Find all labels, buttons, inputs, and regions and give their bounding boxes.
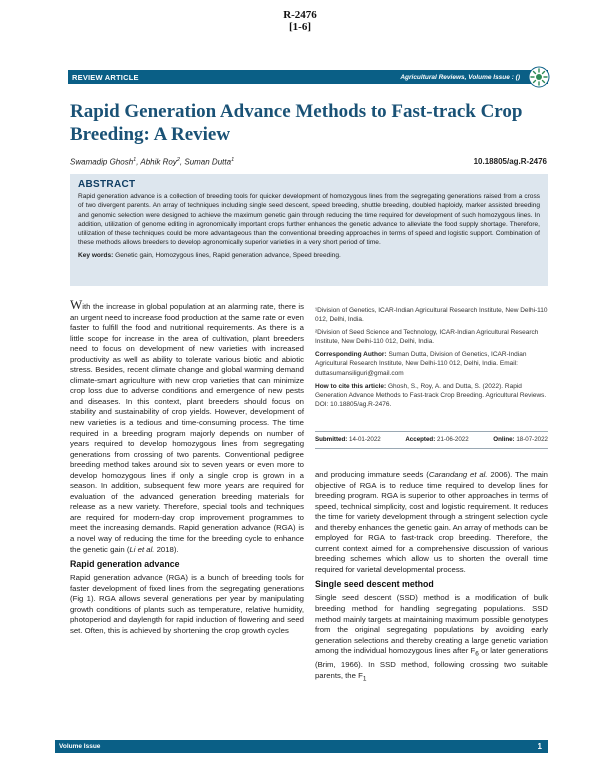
journal-logo-icon — [528, 66, 550, 88]
page-range: [1-6] — [289, 21, 311, 33]
article-type-band — [68, 70, 548, 84]
affiliation-2: ²Division of Seed Science and Technology, ICAR-Indian Agricultural Research Institute, New Delhi-110 012, Delhi, India. — [315, 329, 539, 346]
corresponding-author: Corresponding Author: Suman Dutta, Division of Genetics, ICAR-Indian Agricultural Research Institute, New Delhi-110 012, Delhi, India. Email: duttasumansiliguri@gmail.com — [315, 351, 527, 377]
online-date: Online: 18-07-2022 — [493, 436, 548, 443]
affiliation-1: ¹Division of Genetics, ICAR-Indian Agricultural Research Institute, New Delhi-110 012, Delhi, India. — [315, 307, 548, 324]
keywords — [78, 251, 540, 260]
citation: Li et al. — [129, 544, 155, 554]
submitted-date: Submitted: 14-01-2022 — [315, 436, 381, 443]
article-title: Rapid Generation Advance Methods to Fast-track Crop Breeding: A Review — [70, 101, 523, 145]
article-type-label: REVIEW ARTICLE — [72, 72, 139, 82]
drop-cap: W — [70, 297, 83, 312]
footnotes — [315, 306, 548, 413]
right-column — [315, 470, 548, 685]
continuation-paragraph: and producing immature seeds (Carandang et al. 2006). The main objective of RGA is to reduce time required to develop lines for breeding program. RGA is superior to other approaches in terms of speed, technical simplicity, cost and logistic requirement. It reduces the time for variety development through a stringent selection cycle and thereby enhances the genetic gain. An array of methods can be employed for RGA to fast-track crop breeding. Therefore, the current context aimed for a comprehensive discussion of various breeding schemes which allow us to shorten the overall time required for varietal developmental process. — [315, 470, 548, 574]
journal-info: Agricultural Reviews, Volume Issue : () — [400, 73, 520, 81]
dates-divider-bottom — [315, 448, 548, 449]
citation: Carandang et al. — [428, 470, 488, 479]
submission-dates — [315, 436, 548, 443]
section-heading-ssd: Single seed descent method — [315, 579, 434, 590]
rga-paragraph: Rapid generation advance (RGA) is a bunch of breeding tools for faster development of fixed lines from the segregating generations (Fig 1). RGA allows several generations per year by manipulating growth conditions of plants such as temperature, relative humidity, photoperiod and daylength for rapid induction of flowering and seed set. Often, this is achieved by shortening the crop growth cycles — [70, 573, 304, 635]
abstract-box — [70, 174, 548, 286]
author-name: Suman Dutta — [184, 157, 232, 167]
intro-paragraph: With the increase in global population at an alarming rate, there is an urgent need to increase food production at the same rate or even faster to fulfill the food and nutritional requirements. As there is a little scope for increase in the area of cultivation, plant breeders need to focus on development of new varieties with increased productivity as well as ability to tolerate various biotic and abiotic stress. Besides, recent climate change and global warming demand climate-smart agriculture with new crop varieties that can minimize crop loss due to adverse conditions and emergence of new pests and diseases. In this context, plant breeders should focus on stability and sustainability of crop yields. However, development of new varieties is a tedious and time-consuming process. The time required in a breeding program majorly depends on number of years required to develop homozygous lines from segregating generations from crossing of two parents. Conventional pedigree breeding method takes around six to seven years or even more to develop homozygous lines if only a single crop is grown in a season. In addition, subsequent few more years are required for evaluation of the advanced generation breeding materials for release as a new variety. Therefore, special tools and techniques are required for modern-day crop improvement programmes to meet the increasing demands. Rapid generation advance (RGA) is a novel way of reducing the time for the breeding cycle to enhance the genetic gain (Li et al. 2018). — [70, 297, 304, 554]
author-name: Swamadip Ghosh — [70, 157, 134, 167]
article-id: R-2476 — [283, 9, 317, 21]
ssd-paragraph: Single seed descent (SSD) method is a modification of bulk breeding method for handling segregating populations. SSD method mainly targets at maintaining maximum possible genotypes from the original segregating populations by avoiding early generation selections and thereby creating a large genetic variation among the individual homozygous lines after $F_6$ or later generations (Brim, 1966). In SSD method, following crossing two suitable parents, the $F_1$ — [315, 593, 549, 683]
page-number: 1 — [537, 742, 542, 751]
keywords-label: Key words: — [78, 251, 114, 259]
author-affiliation-mark: 1 — [133, 157, 137, 163]
abstract-heading: ABSTRACT — [78, 179, 136, 190]
page-footer — [55, 740, 548, 753]
section-heading-rga: Rapid generation advance — [70, 559, 180, 570]
dates-divider-top — [315, 431, 548, 432]
abstract-text: Rapid generation advance is a collection of breeding tools for quicker development of homozygous lines from the segregating generations raised from a cross of two divergent parents. An array of techniques including single seed descent, speed breeding, shuttle breeding, doubled haploidy, marker assisted breeding and genomic selection were designed to achieve the maximum genetic gain through reducing the time required for development of such homozygous lines. In addition, utilization of genome editing in agronomically important crops further enhances the genetic advance to alleviate the food supply shortage. Therefore, utilization of these techniques could be more advantageous than the conventional breeding approaches in terms of speed and logistic support. Combination of these methods allows breeders to develop agronomically superior varieties in a very short period of time. — [78, 193, 540, 247]
article-id-header — [0, 9, 600, 33]
footer-volume-label: Volume Issue — [59, 743, 101, 750]
author-affiliation-mark: 2 — [176, 157, 180, 163]
how-to-cite: How to cite this article: Ghosh, S., Roy, A. and Dutta, S. (2022). Rapid Generation Advance Methods to Fast-track Crop Breeding. Agricultural Reviews. DOI: 10.18805/ag.R-2476. — [315, 382, 547, 409]
keywords-text: Genetic gain, Homozygous lines, Rapid generation advance, Speed breeding. — [115, 251, 341, 259]
accepted-date: Accepted: 21-06-2022 — [405, 436, 469, 443]
left-column — [70, 297, 304, 636]
author-name: Abhik Roy — [140, 157, 177, 167]
author-list: Swamadip Ghosh$^1$, Abhik Roy$^2$, Suman Dutta$^1$ — [70, 157, 235, 167]
doi: 10.18805/ag.R-2476 — [473, 157, 547, 166]
author-affiliation-mark: 1 — [231, 157, 235, 163]
